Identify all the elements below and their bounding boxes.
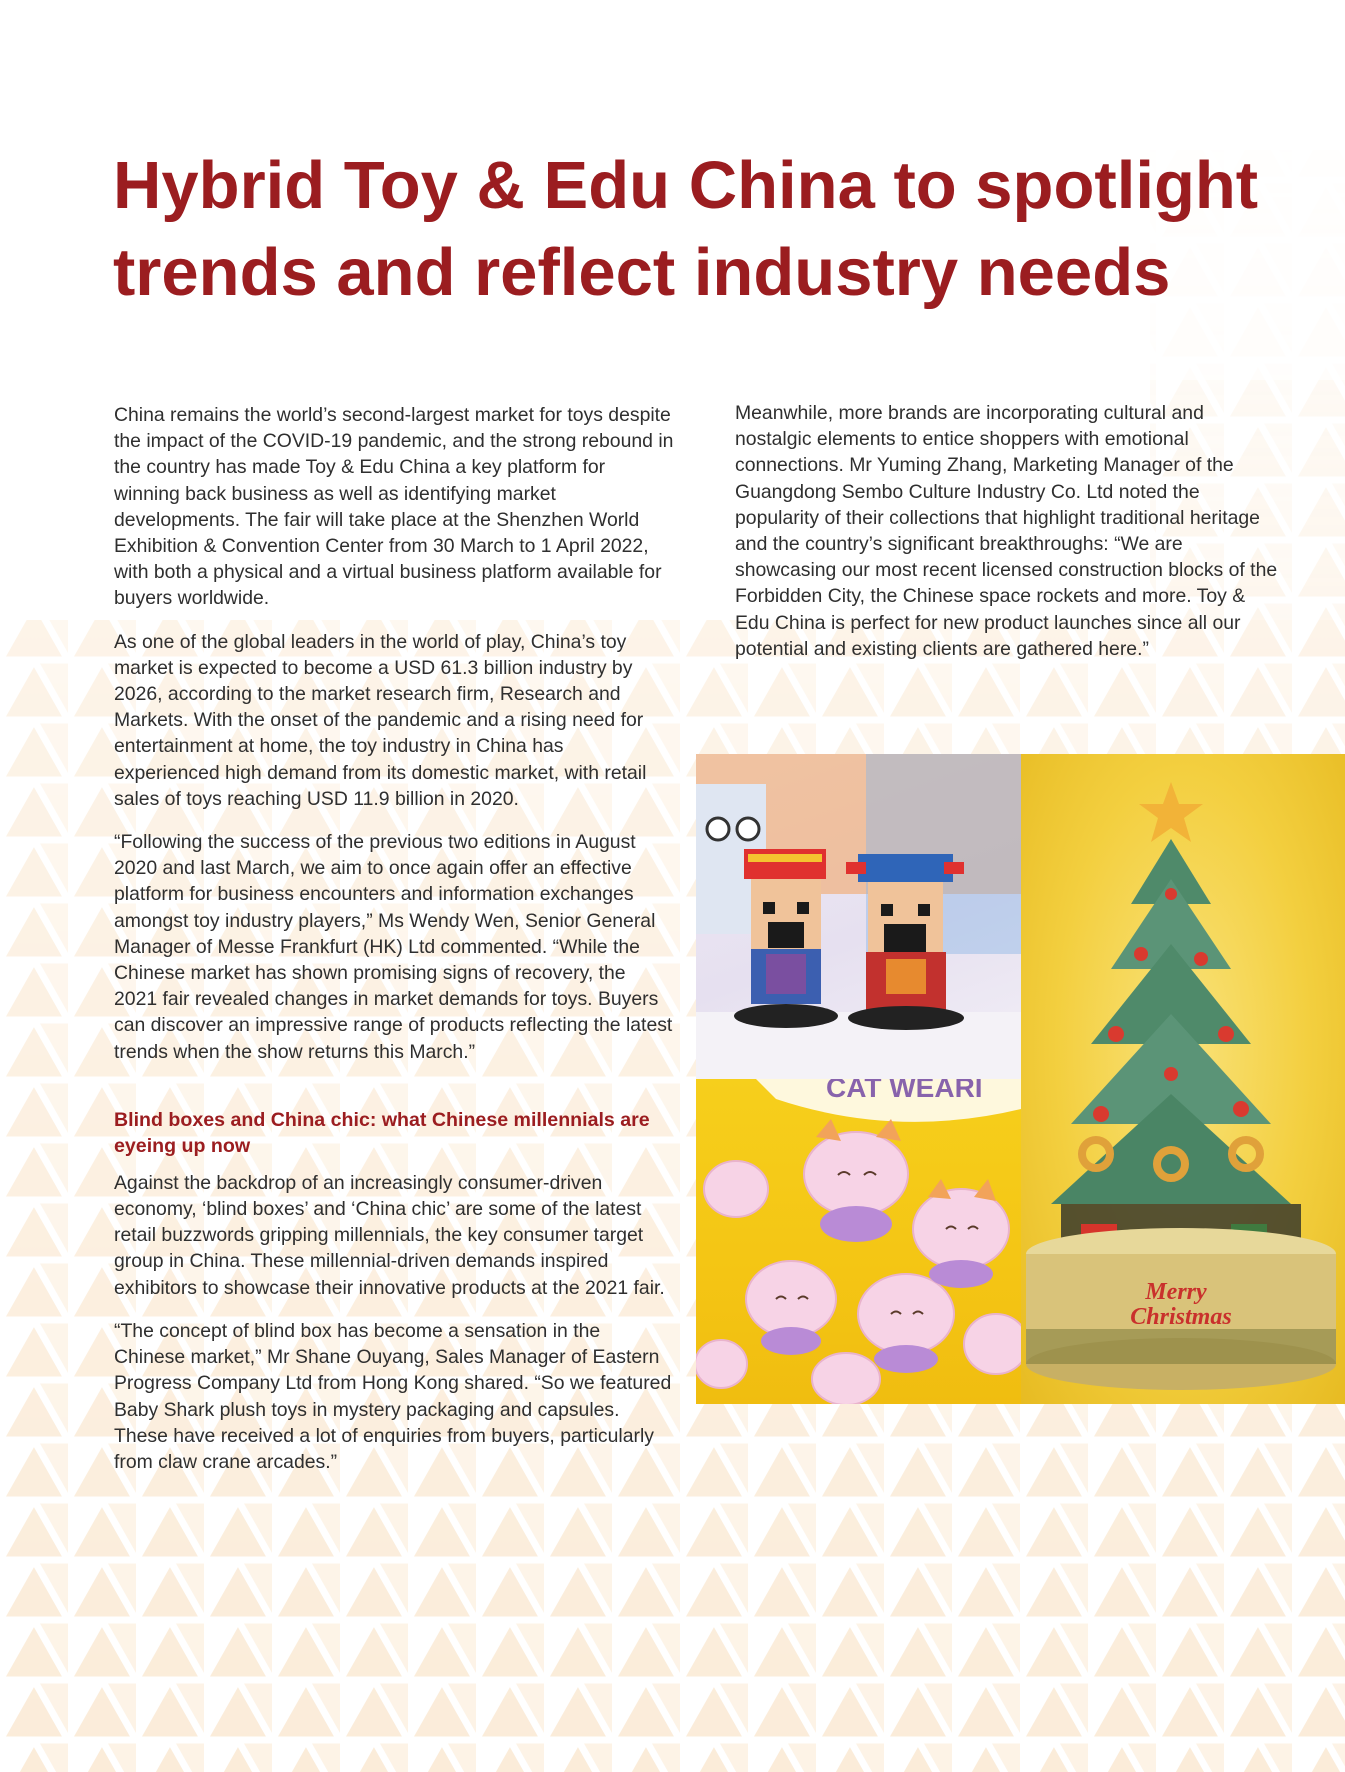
left-column xyxy=(114,402,674,1492)
right-column xyxy=(735,400,1280,679)
photo-block-figurines xyxy=(696,754,1021,1079)
photo-christmas-tree xyxy=(1021,754,1345,1404)
blind-box-paragraph: Against the backdrop of an increasingly consumer-driven economy, ‘blind boxes’ and ‘China chic’ are some of the latest retail buzzwords gripping millennials, the key consumer target group in China. These millennial-driven demands inspired exhibitors to showcase their innovative products at the 2021 fair. xyxy=(114,1171,665,1299)
tree-sign-line2: Christmas xyxy=(1130,1304,1232,1330)
plush-sign-text: CAT WEARI xyxy=(826,1079,983,1103)
page-title: Hybrid Toy & Edu China to spotlight trends and reflect industry needs xyxy=(113,148,1259,310)
star-topper xyxy=(1139,782,1203,842)
figurine-left xyxy=(734,849,838,1028)
christmas-tree-illustration xyxy=(1021,754,1345,1404)
figurines-illustration xyxy=(696,754,1021,1079)
section-subheading: Blind boxes and China chic: what Chinese millennials are eyeing up now xyxy=(114,1108,650,1158)
tree-sign-line1: Merry xyxy=(1145,1279,1207,1305)
baby-shark-paragraph: “The concept of blind box has become a sensation in the Chinese market,” Mr Shane Ouyang, Sales Manager of Eastern Progress Company Ltd from Hong Kong shared. “So we featured Baby Shark plush toys in mystery packaging and capsules. These have received a lot of enquiries from buyers, particularly from claw crane arcades.” xyxy=(114,1319,672,1473)
intro-paragraph: China remains the world’s second-largest market for toys despite the impact of the COVID-19 pandemic, and the strong rebound in the country has made Toy & Edu China a key platform for winning back business as well as identifying market developments. The fair will take place at the Shenzhen World Exhibition & Convention Center from 30 March to 1 April 2022, with both a physical and a virtual business platform available for buyers worldwide. xyxy=(114,404,674,610)
plush-cats-illustration xyxy=(696,1079,1021,1404)
cultural-elements-paragraph: Meanwhile, more brands are incorporating cultural and nostalgic elements to entice shoppers with emotional connections. Mr Yuming Zhang, Marketing Manager of the Guangdong Sembo Culture Industry Co. Ltd noted the popularity of their collections that highlight traditional heritage and the country’s significant breakthroughs: “We are showcasing our most recent licensed construction blocks of the Forbidden City, the Chinese space rockets and more. Toy & Edu China is perfect for new product launches since all our potential and existing clients are gathered here.” xyxy=(735,402,1278,660)
photo-plush-cats xyxy=(696,1079,1021,1404)
quote-paragraph: “Following the success of the previous two editions in August 2020 and last March, we aim to once again offer an effective platform for business encounters and information exchanges amongst toy industry players,” Ms Wendy Wen, Senior General Manager of Messe Frankfurt (HK) Ltd commented. “While the Chinese market has shown promising signs of recovery, the 2021 fair revealed changes in market demands for toys. Buyers can discover an impressive range of products reflecting the latest trends when the show returns this March.” xyxy=(114,831,673,1063)
market-paragraph: As one of the global leaders in the world of play, China’s toy market is expected to become a USD 61.3 billion industry by 2026, according to the market research firm, Research and Markets. With the onset of the pandemic and a rising need for entertainment at home, the toy industry in China has experienced high demand from its domestic market, with retail sales of toys reaching USD 11.9 billion in 2020. xyxy=(114,630,647,810)
